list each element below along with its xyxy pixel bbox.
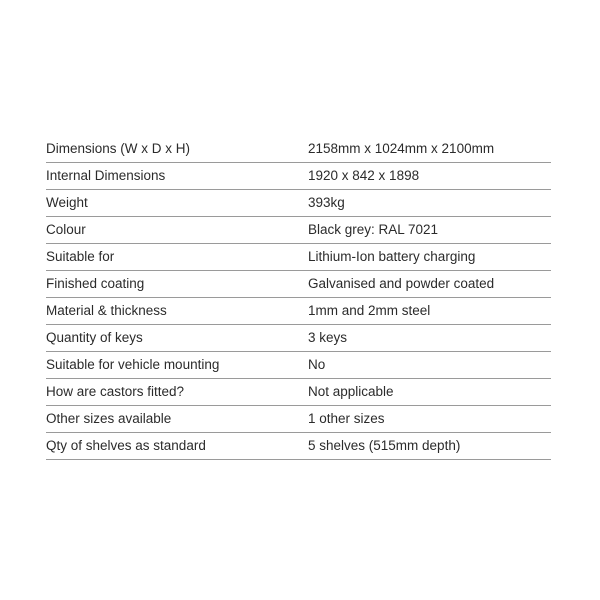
spec-value: Lithium-Ion battery charging: [308, 249, 476, 264]
spec-label: Weight: [46, 195, 88, 210]
spec-row-castors: [46, 379, 551, 406]
spec-label: Internal Dimensions: [46, 168, 166, 183]
spec-label: Suitable for: [46, 249, 115, 264]
spec-value: 1 other sizes: [308, 411, 385, 426]
spec-row-colour: [46, 217, 551, 244]
spec-label: Quantity of keys: [46, 330, 143, 345]
spec-row-vehicle-mounting: [46, 352, 551, 379]
spec-value: 393kg: [308, 195, 345, 210]
spec-value: Black grey: RAL 7021: [308, 222, 439, 237]
spec-row-material-thickness: [46, 298, 551, 325]
spec-value: 2158mm x 1024mm x 2100mm: [308, 141, 495, 156]
spec-row-other-sizes: [46, 406, 551, 433]
spec-label: How are castors fitted?: [46, 384, 185, 399]
spec-label: Material & thickness: [46, 303, 167, 318]
spec-value: 3 keys: [308, 330, 348, 345]
spec-label: Colour: [46, 222, 86, 237]
spec-label: Dimensions (W x D x H): [46, 141, 191, 156]
spec-row-shelves: [46, 433, 551, 460]
spec-label: Suitable for vehicle mounting: [46, 357, 220, 372]
spec-label: Finished coating: [46, 276, 145, 291]
spec-label: Qty of shelves as standard: [46, 438, 206, 453]
spec-row-suitable-for: [46, 244, 551, 271]
spec-value: 5 shelves (515mm depth): [308, 438, 461, 453]
specification-table: [46, 136, 551, 460]
spec-label: Other sizes available: [46, 411, 172, 426]
spec-value: 1mm and 2mm steel: [308, 303, 431, 318]
spec-row-internal-dimensions: [46, 163, 551, 190]
spec-value: No: [308, 357, 326, 372]
spec-row-weight: [46, 190, 551, 217]
spec-row-dimensions: [46, 136, 551, 163]
spec-value: Galvanised and powder coated: [308, 276, 495, 291]
spec-row-quantity-of-keys: [46, 325, 551, 352]
spec-value: 1920 x 842 x 1898: [308, 168, 420, 183]
spec-row-finished-coating: [46, 271, 551, 298]
spec-value: Not applicable: [308, 384, 394, 399]
